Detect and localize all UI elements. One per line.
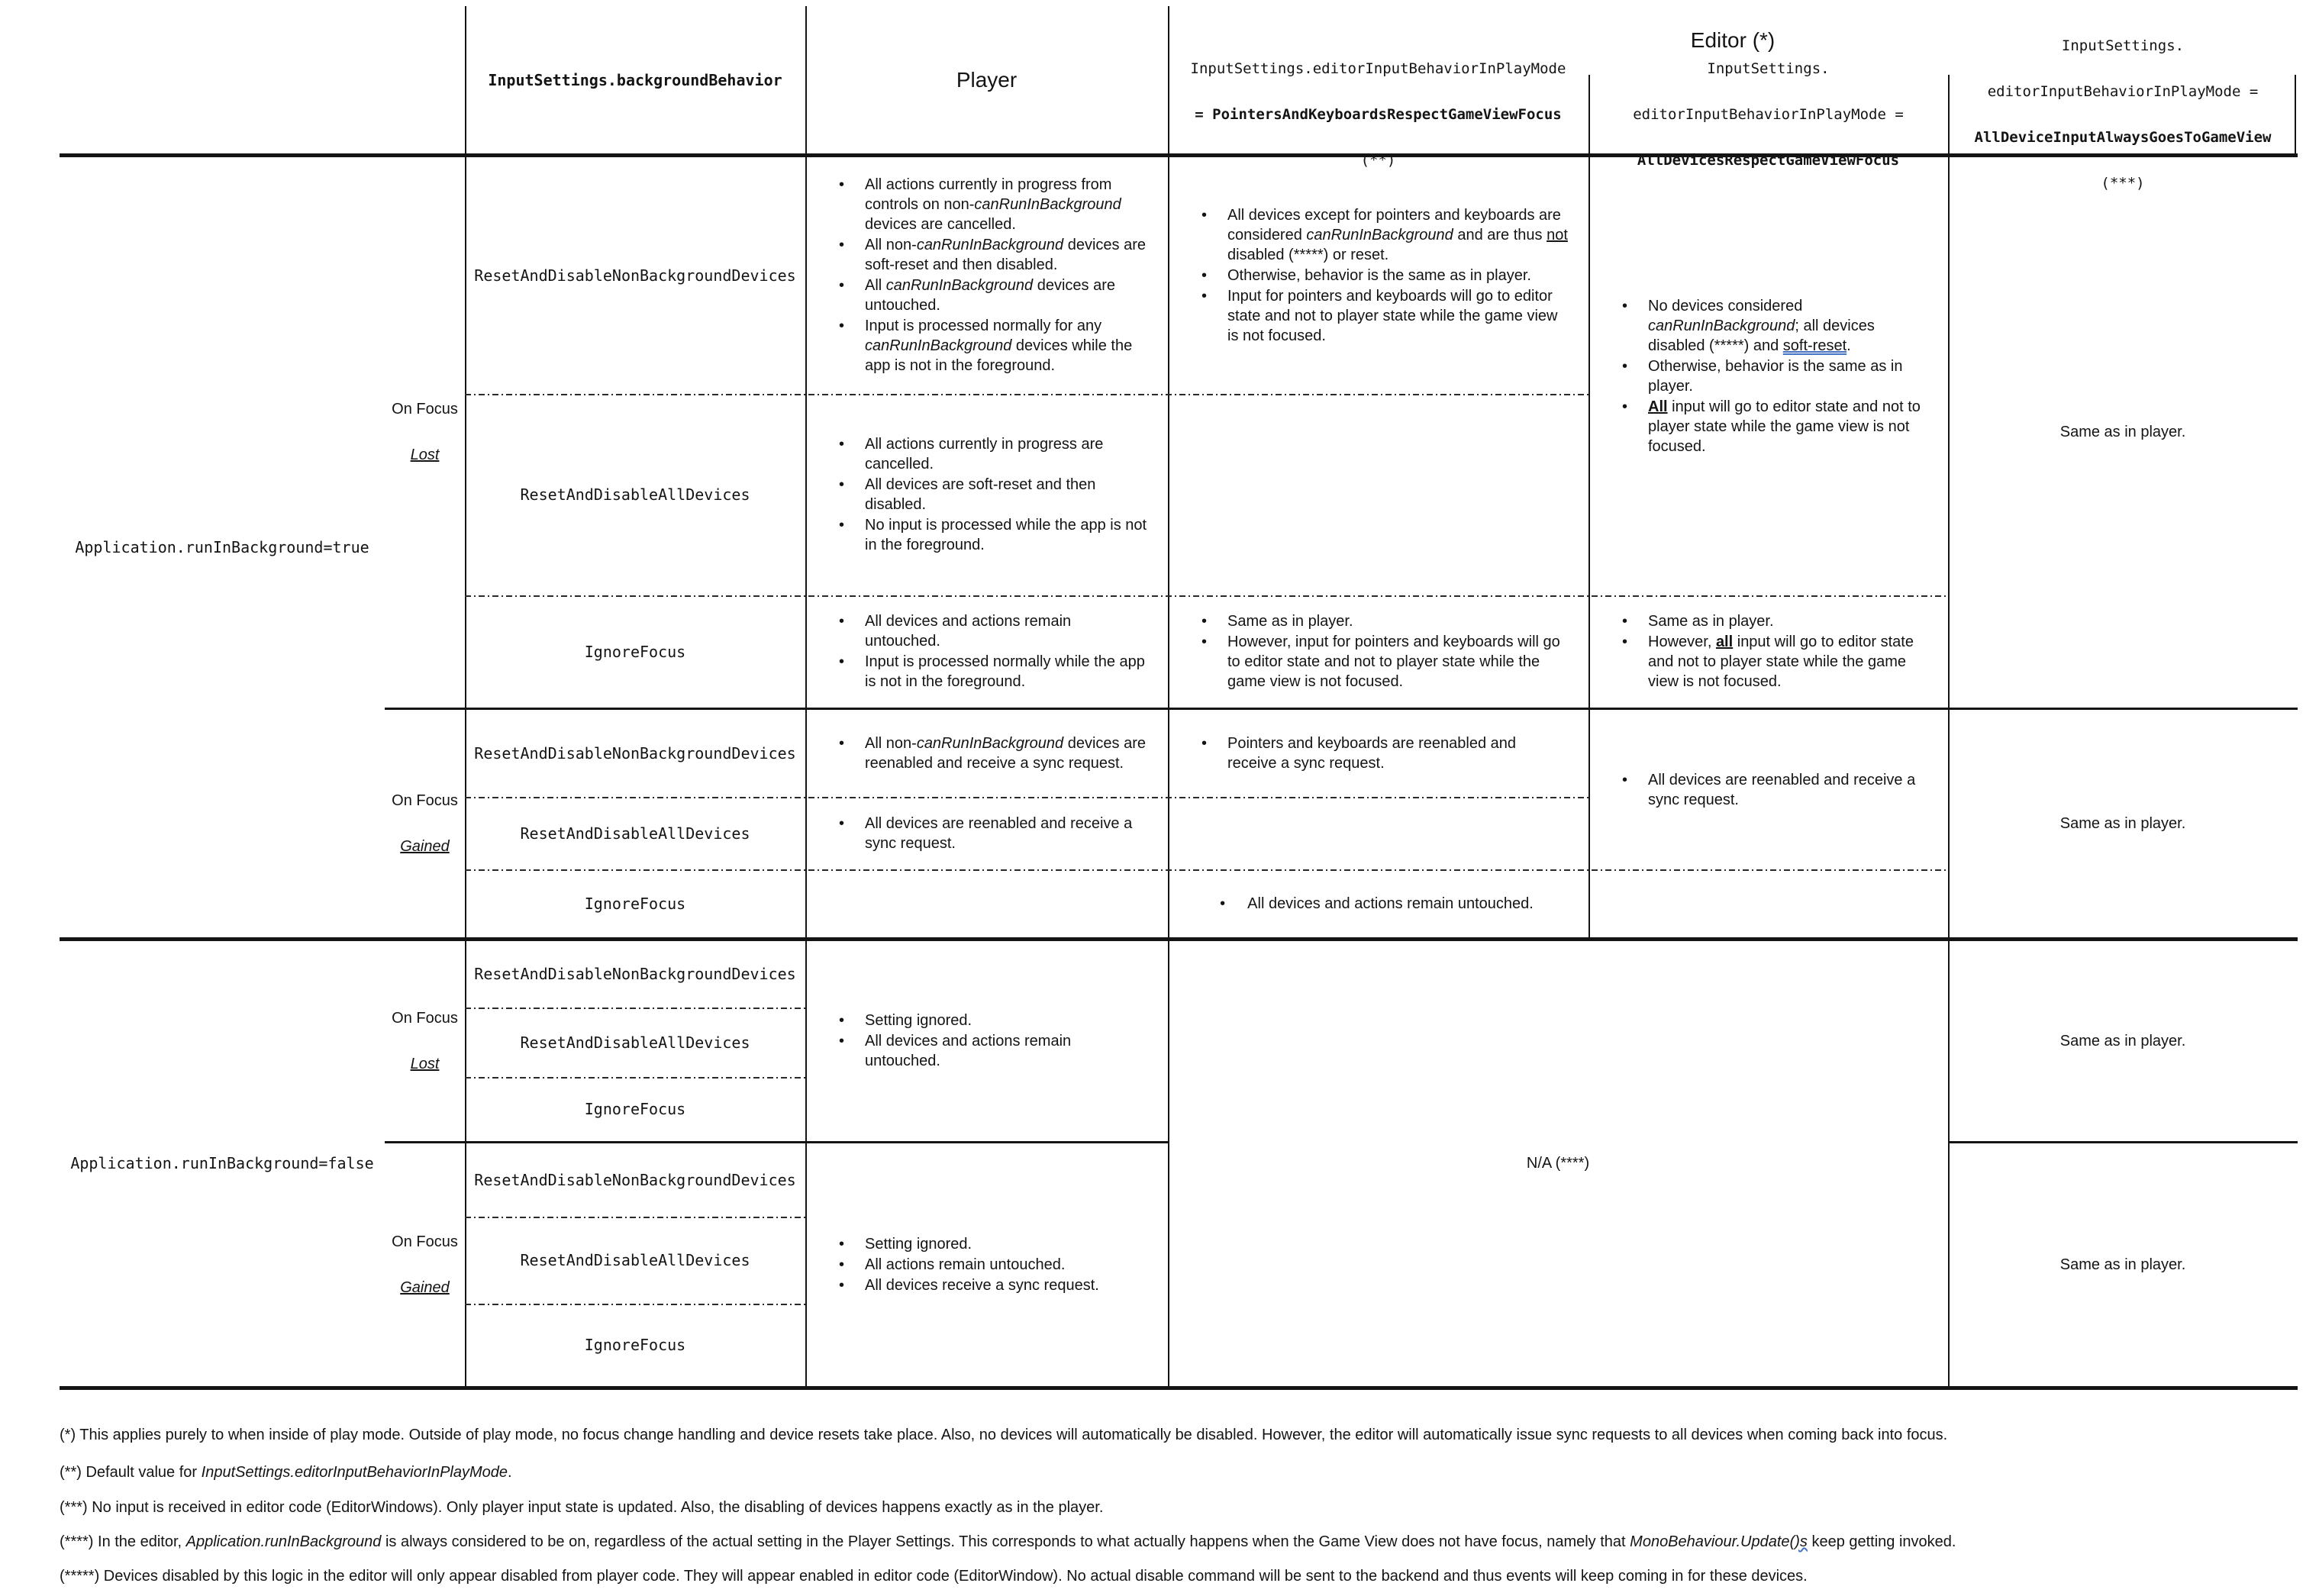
header-editor-pointers-respect: InputSettings.editorInputBehaviorInPlayMode = PointersAndKeyboardsRespectGameViewFocus (**) — [1190, 60, 1566, 169]
header-editor-all-devices-respect: InputSettings. editorInputBehaviorInPlayMode = AllDevicesRespectGameViewFocus — [1633, 60, 1904, 169]
behavior-reset-non-bg: ResetAndDisableNonBackgroundDevices — [474, 266, 796, 285]
cell-true-lost-player-resetnonbg: • All actions currently in progress from controls on non-canRunInBackground devices are cancelled. • All non-canRunInBackground devices are soft-reset and then disabled. • All canRunInBackground devices are untouched. • Input is processed normally for any canRunInBackground devices while the app is not in the foreground. — [805, 156, 1168, 394]
cell-true-lost-player-resetall: • All actions currently in progress are cancelled. • All devices are soft-reset and then disabled. • No input is processed while the app is not in the foreground. — [805, 394, 1168, 595]
behavior-ignore-focus: IgnoreFocus — [584, 1100, 686, 1118]
rowlabel-run-in-background-false: Application.runInBackground=false — [70, 1154, 374, 1172]
behavior-reset-non-bg: ResetAndDisableNonBackgroundDevices — [474, 1171, 796, 1189]
footnote-5: (*****) Devices disabled by this logic in the editor will only appear disabled from player code. They will appear enabled in editor code (EditorWindow). No actual disable command will be sent to the backend and thus events will keep coming in for these devices. — [60, 1568, 1808, 1585]
behavior-ignore-focus: IgnoreFocus — [584, 1336, 686, 1354]
cell-false-lost-allinput-same: Same as in player. — [2059, 1032, 2186, 1049]
cell-false-gained-allinput-same: Same as in player. — [2059, 1256, 2186, 1273]
behavior-ignore-focus: IgnoreFocus — [584, 642, 686, 661]
cell-true-lost-alldevices-ignore: • Same as in player. • However, all input will go to editor state and not to player state while the game view is not focused. — [1588, 595, 1948, 708]
rowlabel-run-in-background-true: Application.runInBackground=true — [75, 537, 369, 556]
border-table-bottom — [60, 1386, 2298, 1390]
behavior-reset-all: ResetAndDisableAllDevices — [520, 485, 750, 504]
cell-true-lost-pointers-resetnonbg: • All devices except for pointers and keyboards are considered canRunInBackground and are thus not disabled (*****) or reset. • Otherwise, behavior is the same as in player. • Input for pointers and keyboards will go to editor state and not to player state while the game view is not focused. — [1168, 156, 1588, 394]
cell-false-editor-na-merged: N/A (****) — [1526, 1155, 1590, 1172]
cell-true-gained-alldevices-reset-merged: • All devices are reenabled and receive a sync request. — [1588, 710, 1948, 869]
rowlabel-on-focus-gained-true: On Focus Gained — [392, 792, 458, 855]
header-editor-group: Editor (*) — [1690, 28, 1776, 52]
cell-true-lost-alldevices-reset-merged: • No devices considered canRunInBackground; all devices disabled (*****) and soft-reset. • Otherwise, behavior is the same as in player. • All input will go to editor state and not to player state while the game view is not focused. — [1588, 156, 1948, 595]
cell-true-lost-player-ignore: • All devices and actions remain untouched. • Input is processed normally while the app is not in the foreground. — [805, 595, 1168, 708]
cell-true-lost-pointers-ignore: • Same as in player. • However, input for pointers and keyboards will go to editor state and not to player state while the game view is not focused. — [1168, 595, 1588, 708]
footnote-4: (****) In the editor, Application.runInBackground is always considered to be on, regardless of the actual setting in the Player Settings. This corresponds to what actually happens when the Game View does not have focus, namely that MonoBehaviour.Update()s keep getting invoked. — [60, 1533, 1956, 1550]
cell-true-gained-ignore-merged-wide: • All devices and actions remain untouched. — [805, 869, 1948, 937]
cell-true-lost-allinput-same: Same as in player. — [2059, 424, 2186, 440]
behavior-reset-all: ResetAndDisableAllDevices — [520, 1033, 750, 1052]
behavior-ignore-focus: IgnoreFocus — [584, 894, 686, 913]
rowlabel-on-focus-gained-false: On Focus Gained — [392, 1233, 458, 1296]
cell-true-gained-player-resetnonbg: • All non-canRunInBackground devices are reenabled and receive a sync request. — [805, 710, 1168, 797]
footnote-2: (**) Default value for InputSettings.editorInputBehaviorInPlayMode. — [60, 1464, 512, 1481]
behavior-reset-non-bg: ResetAndDisableNonBackgroundDevices — [474, 965, 796, 983]
cell-true-gained-pointers-resetnonbg: • Pointers and keyboards are reenabled and receive a sync request. — [1168, 710, 1588, 797]
rowlabel-on-focus-lost-true: On Focus Lost — [392, 401, 458, 463]
behavior-reset-all: ResetAndDisableAllDevices — [520, 824, 750, 843]
behavior-reset-all: ResetAndDisableAllDevices — [520, 1251, 750, 1269]
header-player: Player — [956, 67, 1018, 92]
footnote-3: (***) No input is received in editor code (EditorWindows). Only player input state is updated. Also, the disabling of devices happens exactly as in the player. — [60, 1499, 1104, 1516]
rowlabel-on-focus-lost-false: On Focus Lost — [392, 1009, 458, 1072]
cell-true-gained-allinput-same: Same as in player. — [2059, 815, 2186, 832]
header-editor-all-input-gameview: InputSettings. editorInputBehaviorInPlayMode = AllDeviceInputAlwaysGoesToGameView (***) — [1974, 37, 2272, 192]
header-background-behavior: InputSettings.backgroundBehavior — [488, 70, 782, 89]
cell-false-gained-player-merged: • Setting ignored. • All actions remain untouched. • All devices receive a sync request. — [805, 1143, 1168, 1386]
footnote-1: (*) This applies purely to when inside of play mode. Outside of play mode, no focus change handling and device resets take place. Also, no devices will automatically be disabled. However, the editor will automatically issue sync requests to all devices when coming back into focus. — [60, 1427, 1948, 1443]
cell-false-lost-player-merged: • Setting ignored. • All devices and actions remain untouched. — [805, 940, 1168, 1141]
behavior-reset-non-bg: ResetAndDisableNonBackgroundDevices — [474, 744, 796, 763]
cell-true-gained-player-resetall: • All devices are reenabled and receive a sync request. — [805, 797, 1168, 869]
